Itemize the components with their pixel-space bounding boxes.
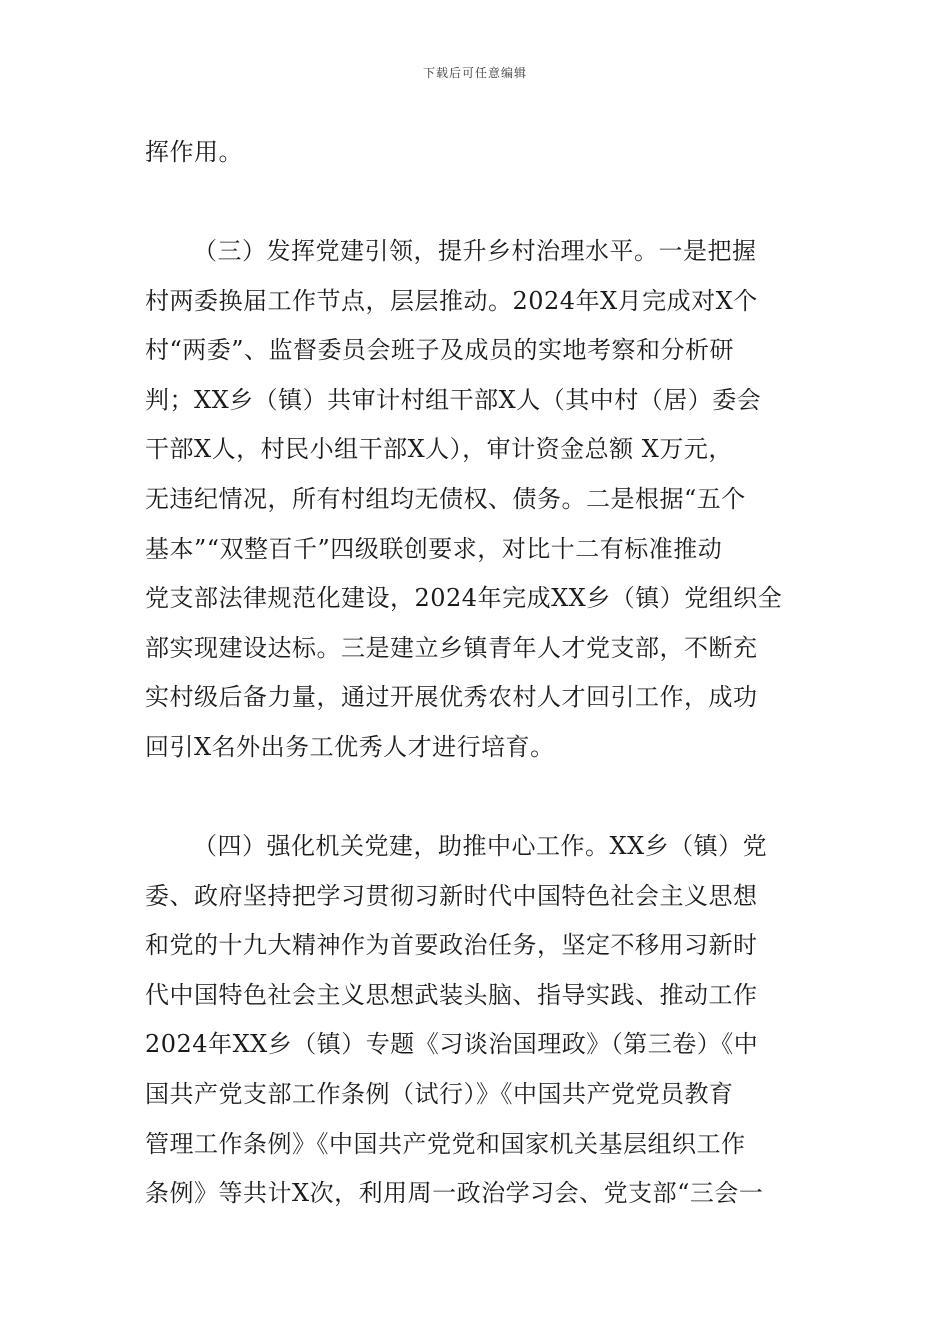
- paragraph-section-four: [145, 822, 810, 1219]
- text-line: 基本”“双整百千”四级联创要求，对比十二有标准推动: [145, 534, 723, 563]
- text-line: 干部X人，村民小组干部X人），审计资金总额 X万元，: [145, 435, 733, 464]
- text-line: 村两委换届工作节点，层层推动。2024年X月完成对X个: [145, 286, 758, 315]
- text-line: 部实现建设达标。三是建立乡镇青年人才党支部，不断充: [145, 633, 758, 662]
- text-line: （三）发挥党建引领，提升乡村治理水平。一是把握: [193, 237, 757, 265]
- text-line: 委、政府坚持把学习贯彻习新时代中国特色社会主义思想: [145, 881, 758, 910]
- text-line: 代中国特色社会主义思想武装头脑、指导实践、推动工作: [145, 980, 758, 1009]
- paragraph-section-three: [145, 227, 810, 773]
- text-line: 党支部法律规范化建设，2024年完成XX乡（镇）党组织全: [145, 584, 783, 613]
- page-header: 下载后可任意编辑: [422, 66, 527, 80]
- text-line: 村“两委”、监督委员会班子及成员的实地考察和分析研: [145, 336, 735, 365]
- text-line: 国共产党支部工作条例（试行）》《中国共产党党员教育: [145, 1079, 734, 1108]
- text-line: 无违纪情况，所有村组均无债权、债务。二是根据“五个: [145, 484, 746, 513]
- text-line: 2024年XX乡（镇）专题《习谈治国理政》（第三卷）《中: [145, 1030, 759, 1059]
- text-line: 回引X名外出务工优秀人才进行培育。: [145, 732, 555, 761]
- text-line: 条例》等共计X次，利用周一政治学习会、党支部“三会一: [145, 1179, 764, 1208]
- text-line: 挥作用。: [145, 138, 243, 166]
- text-line: （四）强化机关党建，助推中心工作。XX乡（镇）党: [193, 832, 768, 860]
- text-line: 和党的十九大精神作为首要政治任务，坚定不移用习新时: [145, 931, 758, 960]
- text-line: 判；XX乡（镇）共审计村组干部X人（其中村（居）委会: [145, 385, 762, 414]
- text-line: 实村级后备力量，通过开展优秀农村人才回引工作，成功: [145, 683, 758, 712]
- paragraph-continuation: [145, 128, 810, 178]
- text-line: 管理工作条例》《中国共产党党和国家机关基层组织工作: [145, 1129, 746, 1158]
